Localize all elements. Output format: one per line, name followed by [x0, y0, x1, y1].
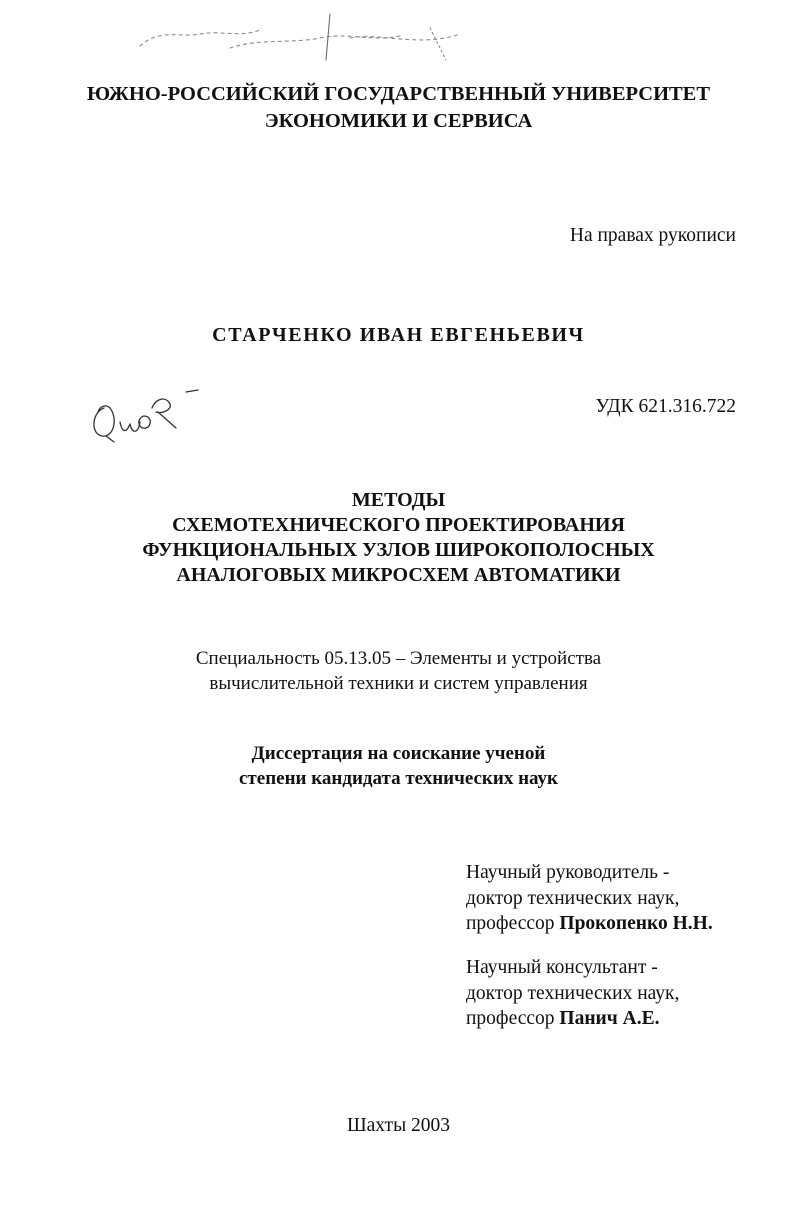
dissertation-title — [0, 488, 797, 588]
supervisor-title: профессор — [466, 913, 555, 934]
consultant-name: Панич А.Е. — [559, 1008, 660, 1029]
city-year: Шахты 2003 — [346, 1115, 451, 1136]
title-line-4: АНАЛОГОВЫХ МИКРОСХЕМ АВТОМАТИКИ — [176, 564, 621, 586]
title-line-2: СХЕМОТЕХНИЧЕСКОГО ПРОЕКТИРОВАНИЯ — [172, 514, 625, 536]
supervisor-title-line — [466, 911, 713, 937]
consultant-title: профессор — [466, 1008, 555, 1029]
title-line-1: МЕТОДЫ — [351, 489, 446, 511]
specialty-line-2: вычислительной техники и систем управления — [209, 673, 588, 694]
consultant-degree: доктор технических наук, — [466, 982, 680, 1004]
consultant-role: Научный консультант - — [466, 957, 658, 978]
specialty-block — [0, 646, 797, 696]
university-line-2: ЭКОНОМИКИ И СЕРВИСА — [264, 110, 533, 132]
supervisor-role: Научный руководитель - — [466, 862, 670, 883]
title-line-3: ФУНКЦИОНАЛЬНЫХ УЗЛОВ ШИРОКОПОЛОСНЫХ — [142, 539, 655, 561]
specialty-line-1: Специальность 05.13.05 – Элементы и устройства — [195, 648, 602, 669]
university-name — [0, 81, 797, 135]
author-name: СТАРЧЕНКО ИВАН ЕВГЕНЬЕВИЧ — [212, 324, 585, 346]
dissertation-degree-block — [0, 741, 797, 791]
handwritten-initials-signature — [86, 378, 206, 448]
dissertation-line-2: степени кандидата технических наук — [239, 768, 558, 789]
university-line-1: ЮЖНО-РОССИЙСКИЙ ГОСУДАРСТВЕННЫЙ УНИВЕРСИТЕТ — [86, 83, 711, 105]
supervisor-block — [466, 860, 713, 937]
faint-signature-scribble — [130, 8, 490, 68]
supervisor-name: Прокопенко Н.Н. — [559, 913, 713, 934]
manuscript-rights-note: На правах рукописи — [569, 225, 736, 246]
supervisor-degree: доктор технических наук, — [466, 887, 680, 909]
consultant-title-line — [466, 1006, 679, 1032]
consultant-block — [466, 955, 679, 1032]
dissertation-line-1: Диссертация на соискание ученой — [251, 743, 546, 764]
udk-code: УДК 621.316.722 — [595, 396, 736, 417]
